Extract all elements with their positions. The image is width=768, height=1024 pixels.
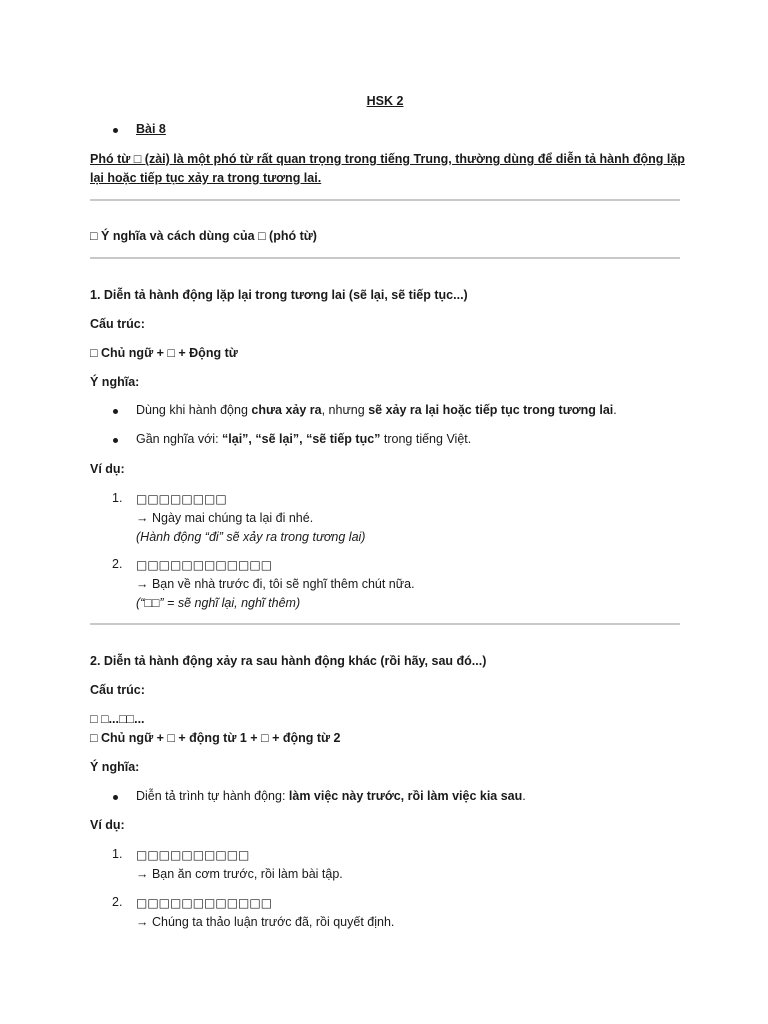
bullet-dot: [113, 438, 118, 443]
part2-examples-label: Ví dụ:: [90, 818, 125, 832]
part2-structure: □ Chủ ngữ + □ + động từ 1 + □ + động từ 2: [90, 731, 341, 745]
intro-line-2: lại hoặc tiếp tục xảy ra trong tương lai.: [90, 171, 322, 185]
example-number: 1.: [112, 847, 123, 861]
part2-meaning-label: Ý nghĩa:: [90, 760, 140, 774]
part1-structure-label: Cấu trúc:: [90, 317, 145, 331]
example-translation: → Chúng ta thảo luận trước đã, rồi quyết định.: [136, 915, 395, 929]
bullet-dot: [113, 795, 118, 800]
part2-example-1: [136, 846, 343, 884]
example-translation: → Bạn về nhà trước đi, tôi sẽ nghĩ thêm chút nữa.: [136, 577, 415, 591]
example-chinese: □□□□□□□□: [136, 492, 227, 506]
part2-structure-label: Cấu trúc:: [90, 683, 145, 697]
part2-heading: 2. Diễn tả hành động xảy ra sau hành động khác (rồi hãy, sau đó...): [90, 654, 487, 668]
example-chinese: □□□□□□□□□□□□: [136, 558, 273, 572]
lesson-label: Bài 8: [136, 122, 166, 136]
bullet-dot: [113, 409, 118, 414]
part1-bullet-1: Dùng khi hành động chưa xảy ra, nhưng sẽ xảy ra lại hoặc tiếp tục trong tương lai.: [136, 403, 617, 417]
part1-examples-label: Ví dụ:: [90, 462, 125, 476]
example-translation: → Ngày mai chúng ta lại đi nhé.: [136, 511, 314, 525]
bullet-dot: [113, 128, 118, 133]
section-heading: □ Ý nghĩa và cách dùng của □ (phó từ): [90, 229, 317, 243]
divider: [90, 623, 680, 625]
example-number: 1.: [112, 491, 123, 505]
divider: [90, 199, 680, 201]
intro-line-1: Phó từ □ (zài) là một phó từ rất quan trọng trong tiếng Trung, thường dùng để diễn tả hành động lặp: [90, 152, 685, 166]
part1-example-2: [136, 556, 415, 613]
part2-structure-pattern: □ □...□□...: [90, 712, 145, 726]
part1-meaning-label: Ý nghĩa:: [90, 375, 140, 389]
example-chinese: □□□□□□□□□□: [136, 848, 250, 862]
example-chinese: □□□□□□□□□□□□: [136, 896, 273, 910]
divider: [90, 257, 680, 259]
part2-bullet-1: Diễn tả trình tự hành động: làm việc này trước, rồi làm việc kia sau.: [136, 789, 526, 803]
part1-bullet-2: Gần nghĩa với: “lại”, “sẽ lại”, “sẽ tiếp tục” trong tiếng Việt.: [136, 432, 472, 446]
document-title: HSK 2: [366, 94, 404, 108]
example-translation: → Bạn ăn cơm trước, rồi làm bài tập.: [136, 867, 343, 881]
part1-heading: 1. Diễn tả hành động lặp lại trong tương lai (sẽ lại, sẽ tiếp tục...): [90, 288, 468, 302]
part1-example-1: [136, 490, 365, 547]
part2-example-2: [136, 894, 394, 932]
part1-structure: □ Chủ ngữ + □ + Động từ: [90, 346, 238, 360]
example-note: (Hành động “đi” sẽ xảy ra trong tương lai): [136, 530, 366, 544]
example-number: 2.: [112, 895, 123, 909]
example-number: 2.: [112, 557, 123, 571]
example-note: (“□□” = sẽ nghĩ lại, nghĩ thêm): [136, 596, 301, 610]
